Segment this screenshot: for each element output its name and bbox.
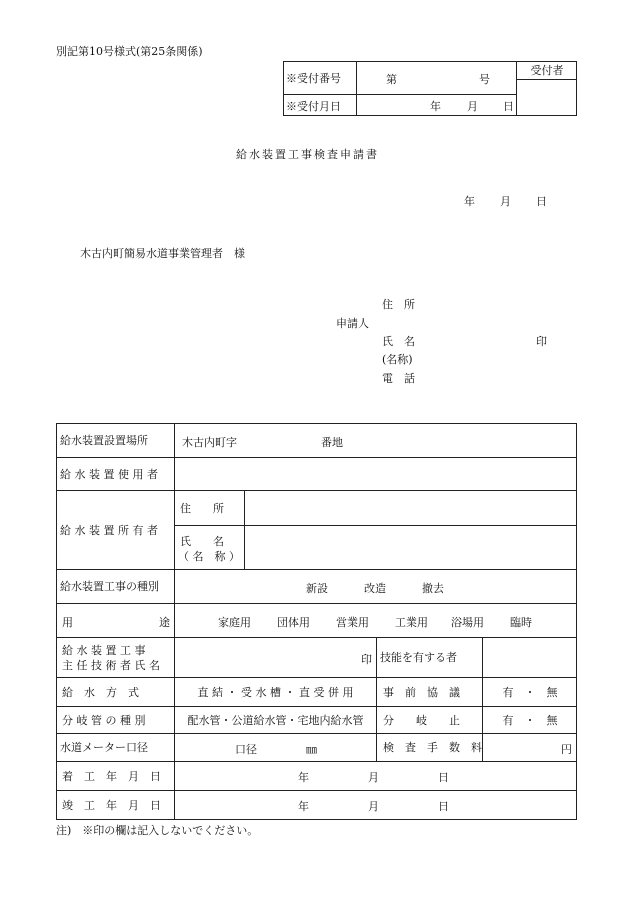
install-place-label: 給水装置設置場所	[60, 434, 148, 447]
receiver-label: 受付者	[530, 64, 564, 77]
reception-number-suffix: 号	[479, 73, 490, 86]
date-month: 月	[500, 195, 511, 208]
applicant-label: 申請人	[336, 317, 369, 330]
user-label: 給 水 装 置 使 用 者	[60, 467, 158, 481]
start-month: 月	[368, 771, 379, 784]
end-date-label: 竣 工 年 月 日	[62, 799, 161, 812]
owner-label: 給 水 装 置 所 有 者	[60, 523, 158, 537]
meter-value: 口径	[235, 743, 257, 756]
work-type-new: 新設	[306, 582, 328, 595]
applicant-address-label: 住 所	[382, 298, 415, 311]
date-year: 年	[464, 195, 475, 208]
fee-label: 検 査 手 数 料	[383, 741, 482, 754]
usage-business: 営業用	[336, 616, 369, 629]
install-place-prefix: 木古内町字	[182, 436, 237, 449]
applicant-seal: 印	[536, 335, 547, 348]
tech-label-1: 給 水 装 置 工 事	[62, 644, 146, 657]
usage-bath: 浴場用	[451, 616, 484, 629]
branch-type-value: 配水管・公道給水管・宅地内給水管	[187, 713, 364, 727]
start-date-label: 着 工 年 月 日	[62, 769, 161, 783]
owner-corp-label: （ 名 称 ）	[178, 550, 240, 563]
prior-consult-label: 事 前 協 議	[383, 685, 460, 699]
applicant-corp-label: (名称)	[382, 353, 413, 366]
applicant-name-label: 氏 名	[382, 335, 415, 348]
reception-date-label: ※受付月日	[286, 99, 341, 113]
applicant-phone-label: 電 話	[382, 372, 415, 385]
reception-month: 月	[467, 100, 478, 113]
reception-year: 年	[430, 100, 441, 113]
owner-address-label: 住 所	[180, 501, 224, 515]
supply-method-label: 給 水 方 式	[62, 685, 139, 699]
addressee: 木古内町簡易水道事業管理者 様	[80, 247, 245, 260]
end-month: 月	[368, 800, 379, 813]
tech-seal: 印	[361, 653, 372, 666]
supply-method-value: 直 結 ・ 受 水 槽 ・ 直 受 併 用	[197, 685, 354, 699]
page-title: 給水装置工事検査申請書	[236, 148, 379, 161]
reception-number-prefix: 第	[386, 73, 397, 86]
branch-stop-label: 分 岐 止	[383, 713, 460, 727]
start-day: 日	[438, 771, 449, 784]
work-type-remove: 撤去	[422, 582, 444, 595]
owner-name-label: 氏 名	[180, 535, 224, 548]
reception-day: 日	[503, 100, 514, 113]
footnote: 注) ※印の欄は記入しないでください。	[56, 824, 259, 837]
start-year: 年	[298, 771, 309, 784]
meter-unit: ㎜	[306, 743, 317, 756]
usage-temporary: 臨時	[510, 616, 532, 629]
prior-consult-value: 有 ・ 無	[502, 685, 558, 699]
install-place-suffix: 番地	[321, 436, 343, 449]
tech-label-2: 主 任 技 術 者 氏 名	[62, 659, 160, 672]
usage-label-2: 途	[159, 616, 170, 629]
branch-type-label: 分 岐 管 の 種 別	[62, 713, 146, 727]
work-type-label: 給水装置工事の種別	[60, 580, 159, 593]
branch-stop-value: 有 ・ 無	[502, 713, 558, 727]
date-day: 日	[536, 195, 547, 208]
fee-unit: 円	[561, 743, 572, 756]
form-code: 別記第10号様式(第25条関係)	[56, 45, 203, 58]
reception-number-label: ※受付番号	[286, 71, 341, 85]
meter-label: 水道メーター口径	[60, 741, 148, 754]
skill-label: 技能を有する者	[380, 651, 457, 664]
usage-home: 家庭用	[218, 616, 251, 629]
usage-label-1: 用	[62, 616, 73, 629]
usage-group: 団体用	[277, 616, 310, 629]
end-day: 日	[438, 800, 449, 813]
usage-industry: 工業用	[395, 616, 428, 629]
end-year: 年	[298, 800, 309, 813]
work-type-modify: 改造	[364, 582, 386, 595]
